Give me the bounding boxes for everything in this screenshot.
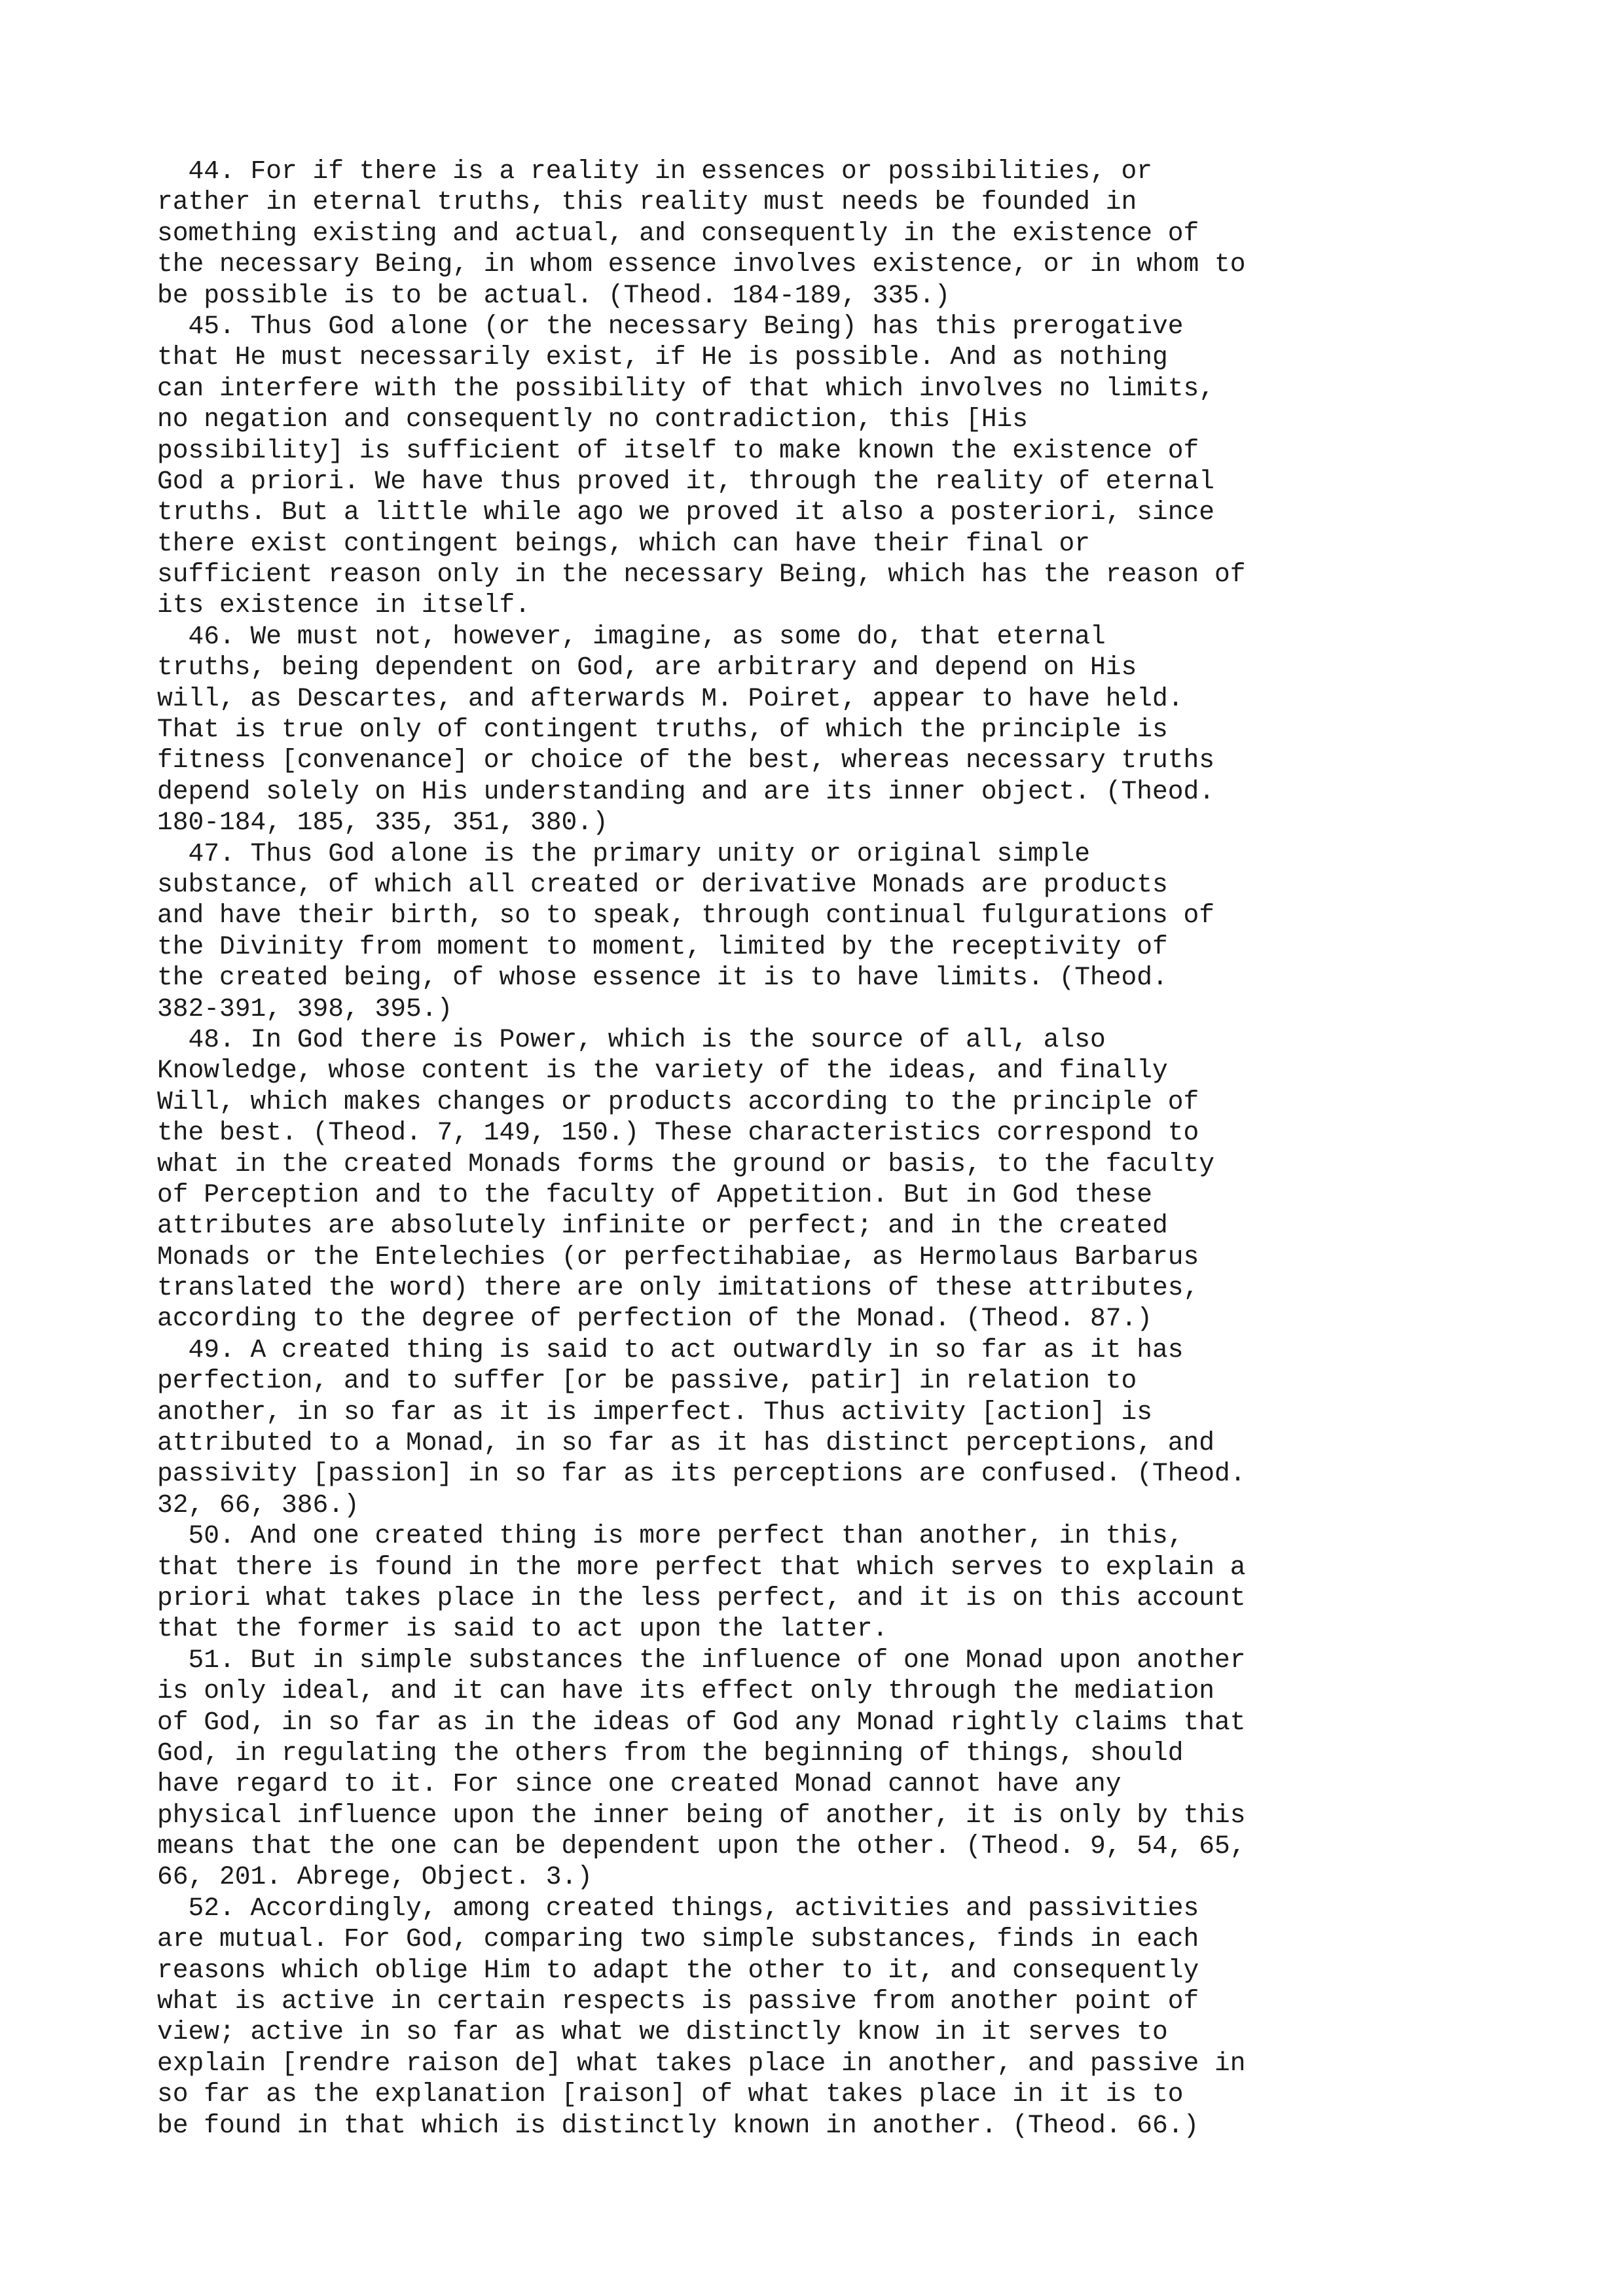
text-line: of God, in so far as in the ideas of God any Monad rightly claims that	[157, 1707, 1246, 1737]
text-line: Will, which makes changes or products according to the principle of	[157, 1086, 1199, 1117]
text-line: and have their birth, so to speak, through continual fulgurations of	[157, 901, 1215, 931]
text-line: translated the word) there are only imitations of these attributes,	[157, 1273, 1199, 1303]
text-line: depend solely on His understanding and are its inner object. (Theod.	[157, 776, 1215, 806]
text-line: God a priori. We have thus proved it, through the reality of eternal	[157, 466, 1215, 496]
text-line: Monads or the Entelechies (or perfectihabiae, as Hermolaus Barbarus	[157, 1242, 1199, 1272]
text-line: fitness [convenance] or choice of the best, whereas necessary truths	[157, 745, 1215, 776]
text-line: 45. Thus God alone (or the necessary Being) has this prerogative	[157, 311, 1184, 341]
text-line: truths, being dependent on God, are arbitrary and depend on His	[157, 653, 1137, 683]
text-line: its existence in itself.	[157, 590, 531, 620]
text-line: truths. But a little while ago we proved it also a posteriori, since	[157, 497, 1215, 528]
text-line: something existing and actual, and consequently in the existence of	[157, 218, 1199, 248]
text-line: 46. We must not, however, imagine, as some do, that eternal	[157, 621, 1106, 651]
text-line: 49. A created thing is said to act outwardly in so far as it has	[157, 1335, 1184, 1365]
text-line: substance, of which all created or derivative Monads are products	[157, 869, 1168, 899]
text-line: the Divinity from moment to moment, limited by the receptivity of	[157, 931, 1168, 961]
text-line: sufficient reason only in the necessary Being, which has the reason of	[157, 560, 1246, 590]
text-line: That is true only of contingent truths, of which the principle is	[157, 715, 1168, 745]
text-line: so far as the explanation [raison] of what takes place in it is to	[157, 2079, 1184, 2109]
text-line: of Perception and to the faculty of Appetition. But in God these	[157, 1179, 1153, 1210]
text-line: there exist contingent beings, which can have their final or	[157, 528, 1091, 558]
text-line: have regard to it. For since one created Monad cannot have any	[157, 1769, 1122, 1799]
text-line: 44. For if there is a reality in essences or possibilities, or	[157, 156, 1153, 186]
text-line: can interfere with the possibility of that which involves no limits,	[157, 373, 1215, 403]
text-line: physical influence upon the inner being of another, it is only by this	[157, 1800, 1246, 1830]
text-line: priori what takes place in the less perfect, and it is on this account	[157, 1583, 1246, 1613]
text-line: will, as Descartes, and afterwards M. Poiret, appear to have held.	[157, 683, 1184, 713]
text-line: the necessary Being, in whom essence involves existence, or in whom to	[157, 249, 1246, 279]
text-line: the best. (Theod. 7, 149, 150.) These characteristics correspond to	[157, 1118, 1199, 1148]
text-line: attributes are absolutely infinite or perfect; and in the created	[157, 1211, 1168, 1241]
text-line: 52. Accordingly, among created things, activities and passivities	[157, 1893, 1199, 1923]
text-line: reasons which oblige Him to adapt the other to it, and consequently	[157, 1955, 1199, 1985]
text-line: 66, 201. Abrege, Object. 3.)	[157, 1862, 593, 1892]
text-line: what is active in certain respects is passive from another point of	[157, 1986, 1199, 2017]
text-line: be possible is to be actual. (Theod. 184-189, 335.)	[157, 280, 951, 310]
text-line: that there is found in the more perfect that which serves to explain a	[157, 1552, 1246, 1582]
text-line: attributed to a Monad, in so far as it has distinct perceptions, and	[157, 1428, 1215, 1458]
text-line: the created being, of whose essence it is to have limits. (Theod.	[157, 963, 1168, 993]
text-line: 382-391, 398, 395.)	[157, 994, 453, 1024]
text-line: that He must necessarily exist, if He is possible. And as nothing	[157, 342, 1168, 372]
text-line: 48. In God there is Power, which is the source of all, also	[157, 1024, 1106, 1054]
document-page	[157, 156, 1532, 2141]
text-line: that the former is said to act upon the latter.	[157, 1614, 888, 1644]
text-line: 50. And one created thing is more perfect than another, in this,	[157, 1521, 1184, 1551]
text-line: 51. But in simple substances the influence of one Monad upon another	[157, 1645, 1246, 1675]
text-line: be found in that which is distinctly known in another. (Theod. 66.)	[157, 2110, 1199, 2140]
text-line: what in the created Monads forms the ground or basis, to the faculty	[157, 1149, 1215, 1179]
text-line: passivity [passion] in so far as its perceptions are confused. (Theod.	[157, 1459, 1246, 1489]
text-line: rather in eternal truths, this reality must needs be founded in	[157, 187, 1137, 217]
text-line: means that the one can be dependent upon the other. (Theod. 9, 54, 65,	[157, 1831, 1246, 1861]
text-line: are mutual. For God, comparing two simple substances, finds in each	[157, 1924, 1199, 1954]
text-line: Knowledge, whose content is the variety of the ideas, and finally	[157, 1056, 1168, 1086]
text-line: 180-184, 185, 335, 351, 380.)	[157, 808, 608, 838]
text-line: 32, 66, 386.)	[157, 1490, 359, 1520]
text-line: according to the degree of perfection of the Monad. (Theod. 87.)	[157, 1304, 1153, 1334]
text-line: another, in so far as it is imperfect. Thus activity [action] is	[157, 1397, 1153, 1427]
text-line: God, in regulating the others from the beginning of things, should	[157, 1738, 1184, 1768]
text-line: possibility] is sufficient of itself to make known the existence of	[157, 435, 1199, 465]
text-line: perfection, and to suffer [or be passive, patir] in relation to	[157, 1366, 1137, 1396]
text-line: 47. Thus God alone is the primary unity or original simple	[157, 838, 1091, 869]
text-line: no negation and consequently no contradiction, this [His	[157, 404, 1029, 435]
text-line: is only ideal, and it can have its effect only through the mediation	[157, 1676, 1215, 1706]
text-line: view; active in so far as what we distinctly know in it serves to	[157, 2017, 1168, 2047]
text-line: explain [rendre raison de] what takes place in another, and passive in	[157, 2048, 1246, 2078]
